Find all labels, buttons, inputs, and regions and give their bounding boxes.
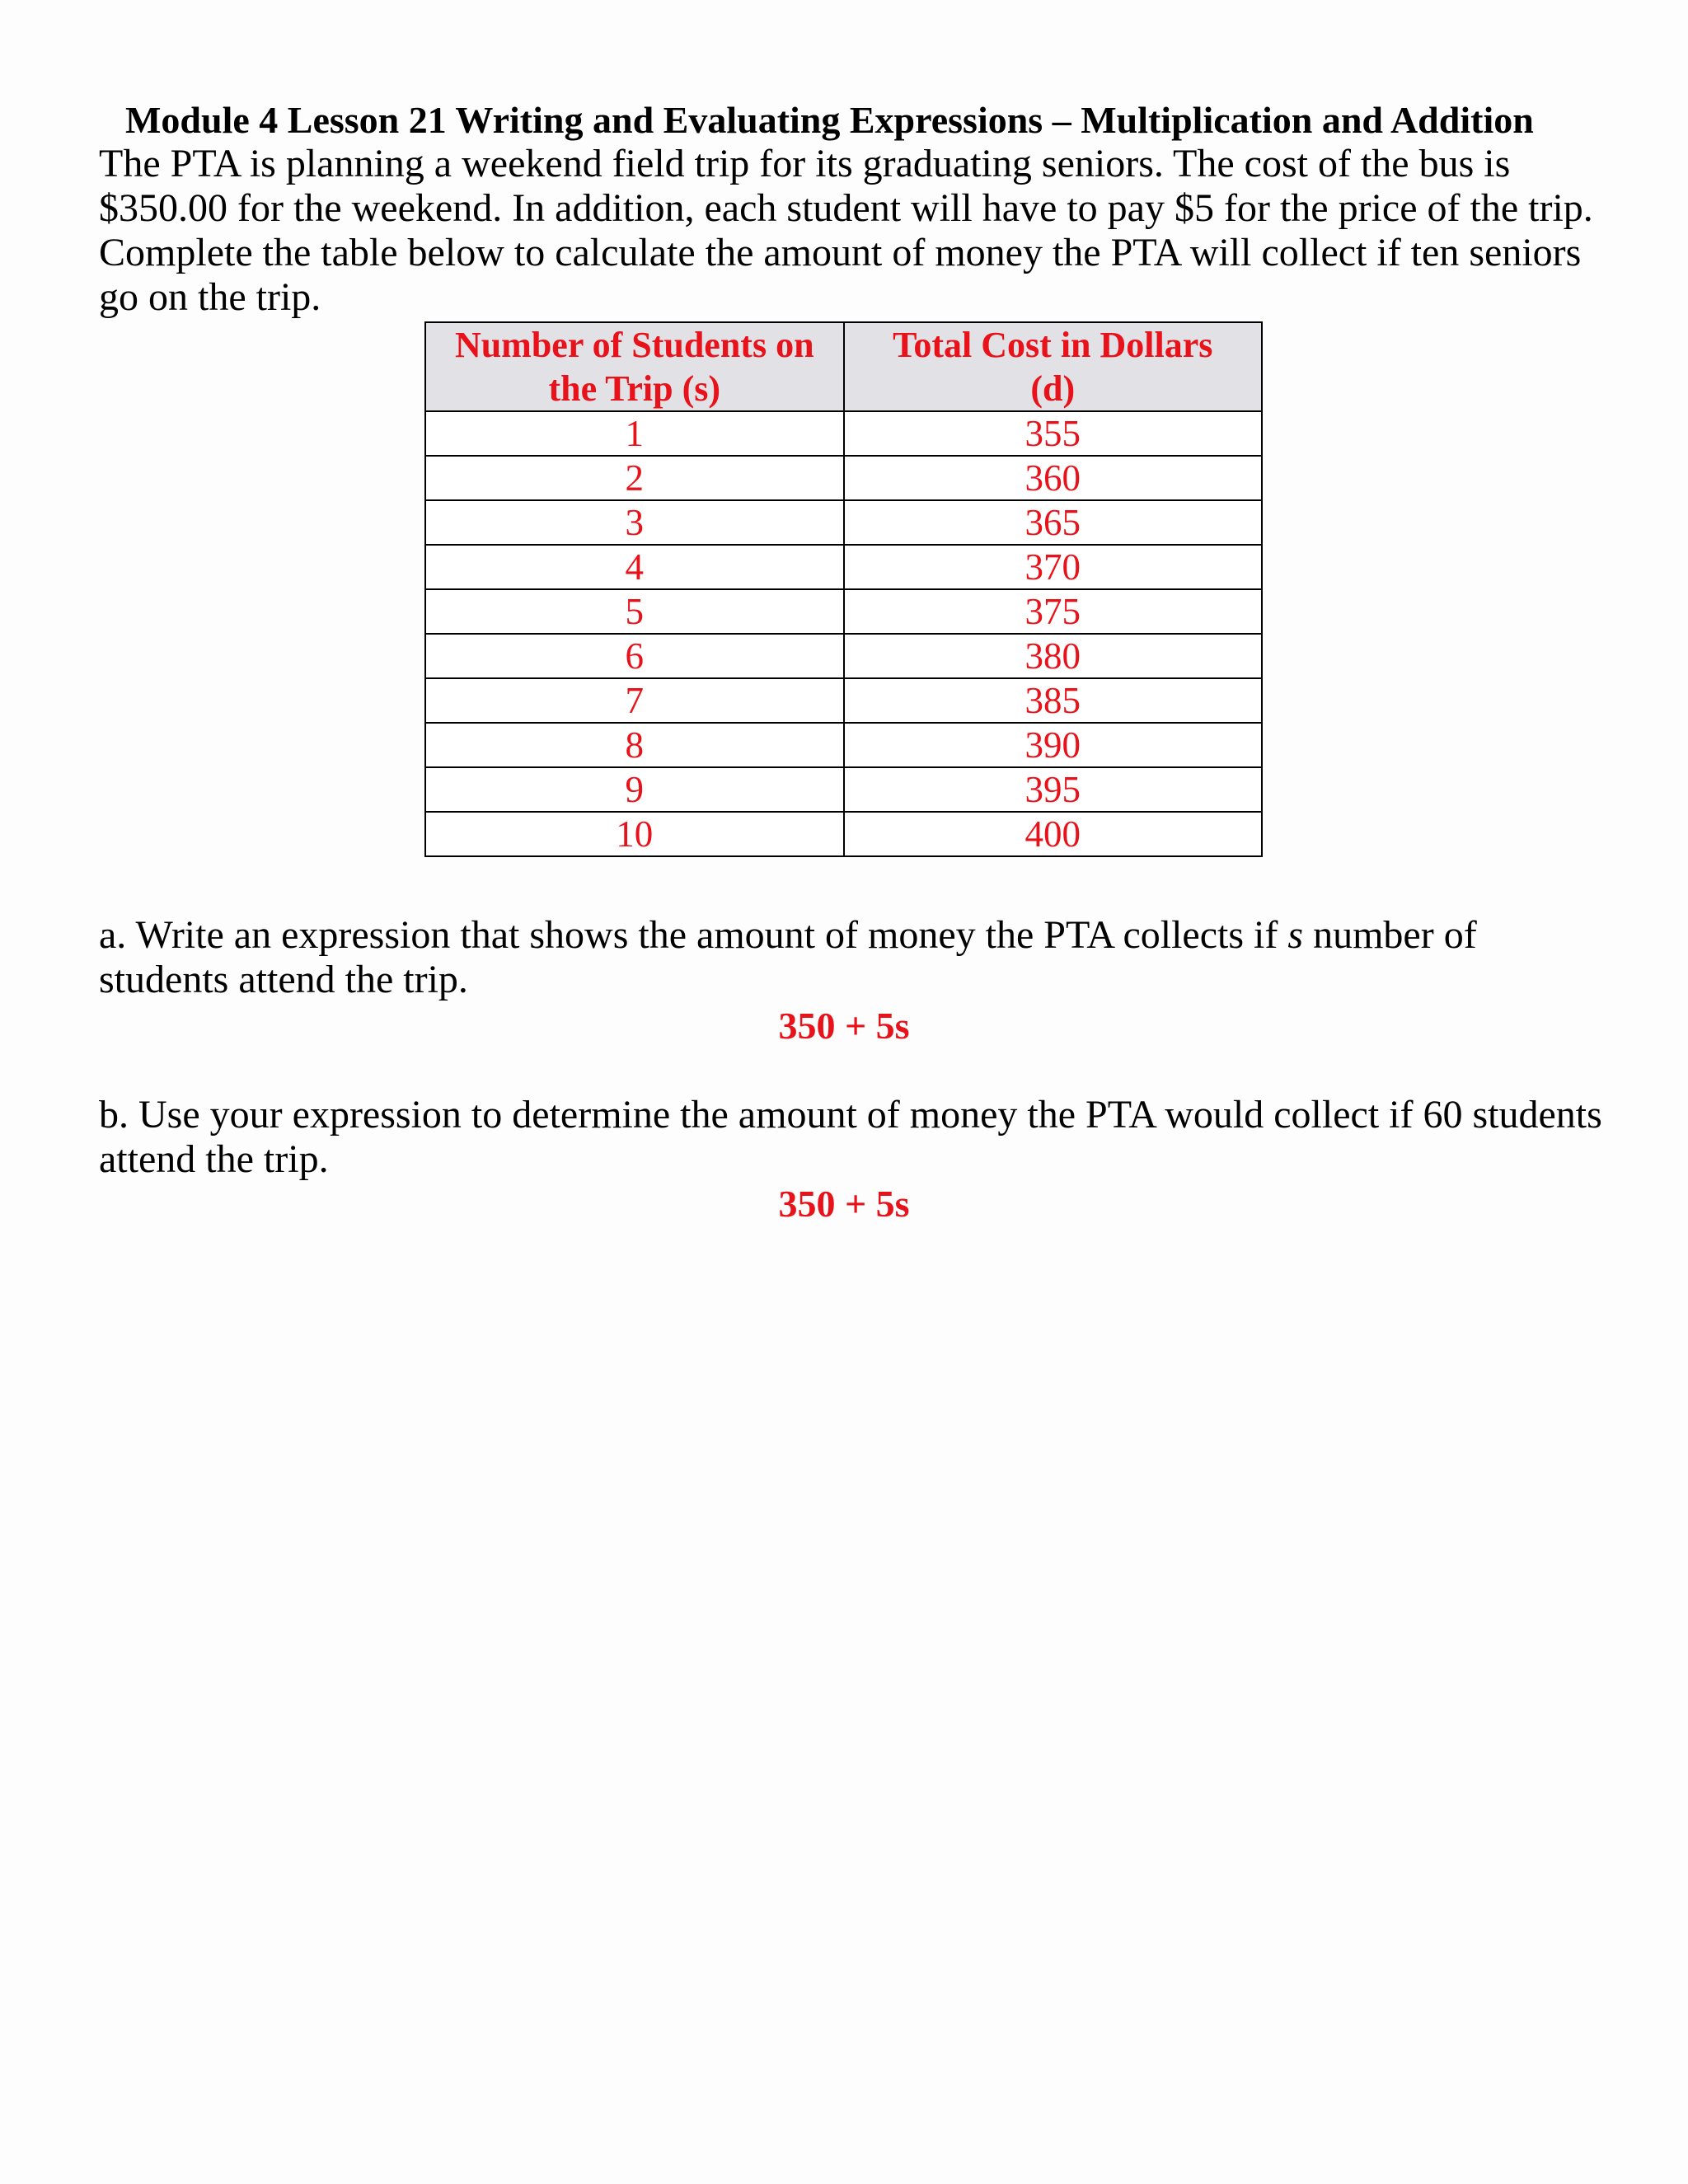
cell-total-cost: 400 [844, 812, 1263, 856]
question-a-text-start: a. Write an expression that shows the amount of money the PTA collects if [99, 913, 1288, 957]
cell-students: 10 [425, 812, 844, 856]
table-body [425, 411, 1262, 856]
cell-total-cost: 365 [844, 500, 1263, 545]
question-a [99, 913, 1607, 1002]
cell-students: 9 [425, 767, 844, 812]
header-total-cost [844, 322, 1263, 411]
table-row [425, 723, 1262, 767]
header-students-line1: Number of Students on [454, 325, 814, 365]
header-cost-line1: Total Cost in Dollars [893, 325, 1213, 365]
table-row [425, 634, 1262, 678]
problem-intro [99, 142, 1599, 320]
cell-students: 3 [425, 500, 844, 545]
cell-total-cost: 395 [844, 767, 1263, 812]
cell-students: 8 [425, 723, 844, 767]
table-row [425, 456, 1262, 500]
variable-s: s [1287, 913, 1304, 957]
question-b [99, 1093, 1607, 1182]
intro-line: go on the trip. [99, 275, 321, 319]
cell-total-cost: 385 [844, 678, 1263, 723]
table-row [425, 589, 1262, 634]
table-row [425, 411, 1262, 456]
header-students [425, 322, 844, 411]
page-title: Module 4 Lesson 21 Writing and Evaluating Expressions – Multiplication and Addition [125, 99, 1534, 141]
header-students-line2: the Trip (s) [548, 368, 721, 409]
question-b-line1: b. Use your expression to determine the amount of money the PTA would collect if 60 students [99, 1093, 1602, 1137]
cell-students: 1 [425, 411, 844, 456]
table-header-row [425, 322, 1262, 411]
answer-a: 350 + 5s [778, 1005, 910, 1047]
cell-students: 6 [425, 634, 844, 678]
cell-total-cost: 360 [844, 456, 1263, 500]
table-row [425, 678, 1262, 723]
header-cost-line2: (d) [1030, 368, 1076, 409]
question-a-line2: students attend the trip. [99, 958, 468, 1001]
table-row [425, 545, 1262, 589]
cell-students: 4 [425, 545, 844, 589]
cell-total-cost: 380 [844, 634, 1263, 678]
intro-line: Complete the table below to calculate the amount of money the PTA will collect if ten seniors [99, 231, 1582, 274]
cell-total-cost: 355 [844, 411, 1263, 456]
cell-students: 2 [425, 456, 844, 500]
answer-b: 350 + 5s [778, 1183, 910, 1225]
cell-students: 5 [425, 589, 844, 634]
question-a-text-end: number of [1303, 913, 1477, 957]
question-b-line2: attend the trip. [99, 1137, 329, 1181]
intro-line: $350.00 for the weekend. In addition, each student will have to pay $5 for the price of the trip. [99, 186, 1593, 230]
table-row [425, 500, 1262, 545]
cell-total-cost: 375 [844, 589, 1263, 634]
table-row [425, 767, 1262, 812]
cell-total-cost: 370 [844, 545, 1263, 589]
intro-line: The PTA is planning a weekend field trip for its graduating seniors. The cost of the bus is [99, 142, 1511, 185]
table-row [425, 812, 1262, 856]
cell-students: 7 [425, 678, 844, 723]
cost-table [424, 321, 1263, 857]
cell-total-cost: 390 [844, 723, 1263, 767]
